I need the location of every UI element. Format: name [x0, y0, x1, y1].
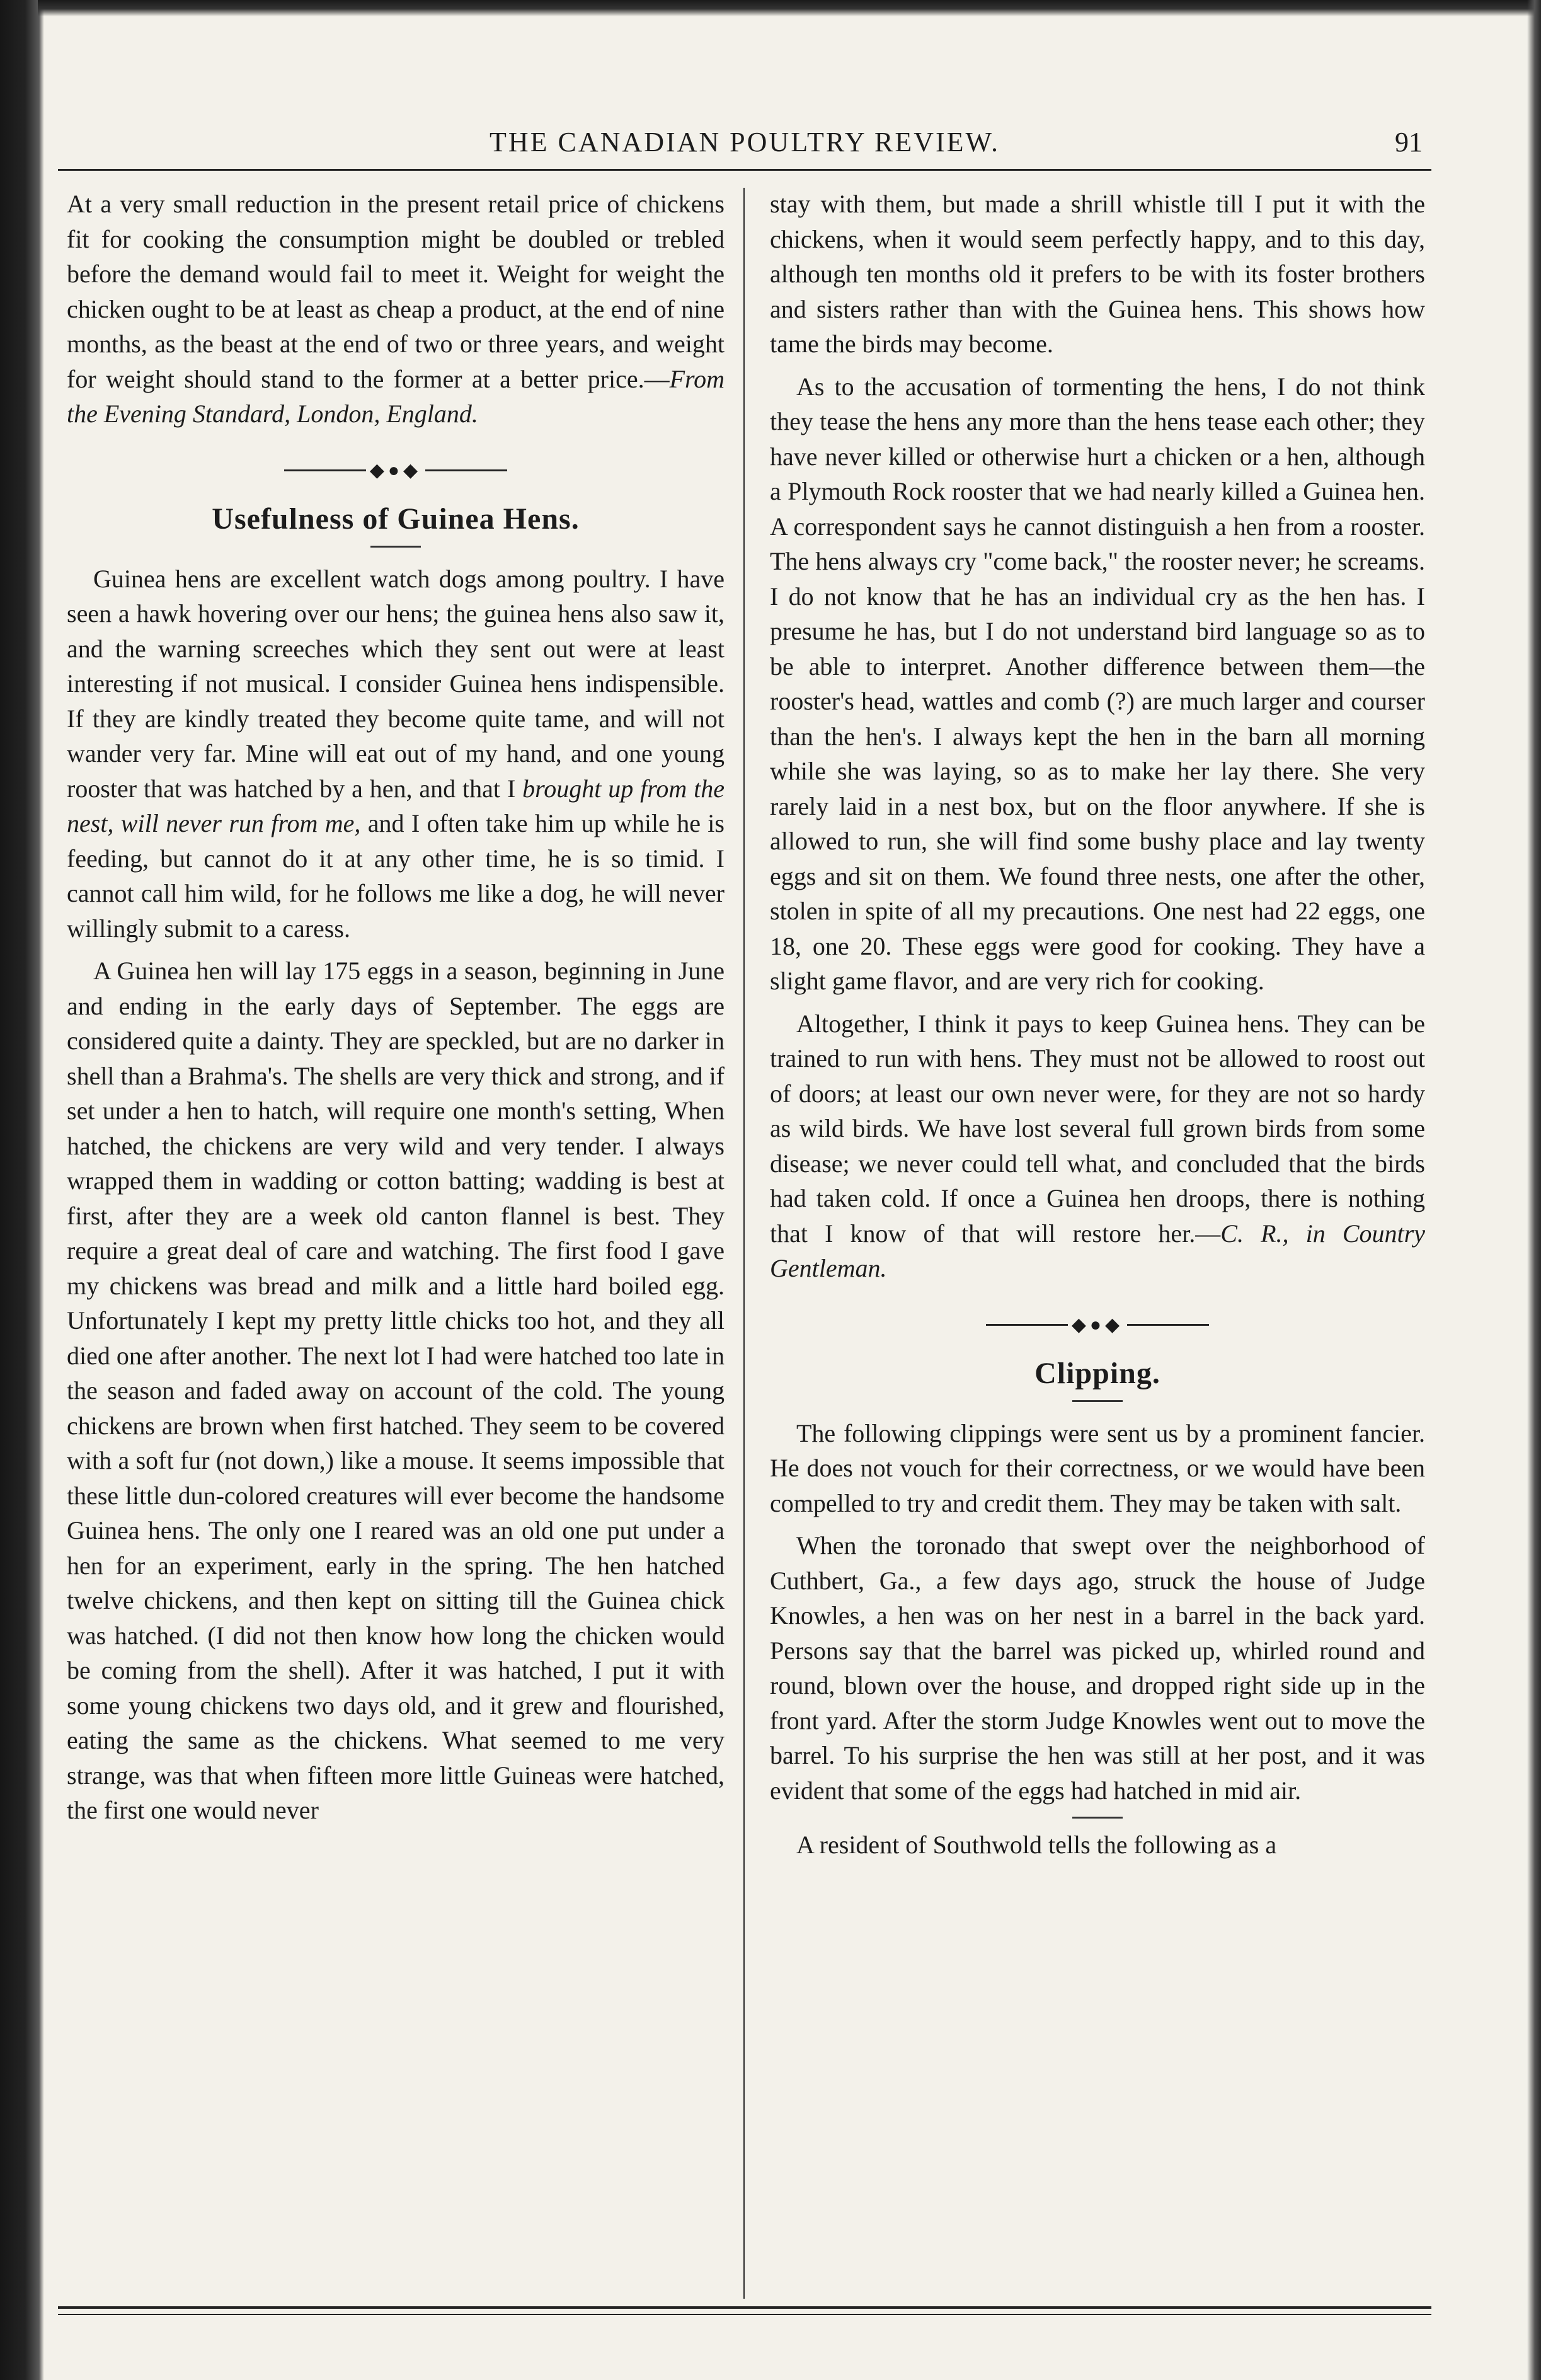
- ornament-bar-right: [1127, 1324, 1209, 1326]
- title-underline: [1072, 1400, 1123, 1402]
- ornament-diamond-icon: ◆●◆: [369, 459, 422, 481]
- article-title: Usefulness of Guinea Hens.: [212, 502, 580, 536]
- continued-paragraph: stay with them, but made a shrill whistle till I put it with the chickens, when it would seem perfectly happy, and to this day, although ten months old it prefers to be with its foster brothers and sisters rather than with the Guinea hens. This shows how tame the birds may become.: [770, 190, 1425, 358]
- ornament-bar-left: [986, 1324, 1068, 1326]
- intro-source: From the Evening Standard, London, England.: [67, 364, 725, 428]
- ornament-diamond-icon: ◆●◆: [1071, 1314, 1124, 1335]
- paragraph-text: Altogether, I think it pays to keep Guinea hens. They can be trained to run with hens. They must not be allowed to roost out of doors; at least our own never were, for they are not so hardy as wild birds. We have lost several full grown birds from some disease; we never could tell what, and concluded that the birds had taken cold. If once a Guinea hen droops, there is nothing that I know of that will restore her.—: [770, 1009, 1425, 1248]
- item-separator: [1072, 1817, 1123, 1819]
- article-paragraph: [67, 561, 725, 946]
- binding-shadow: [0, 0, 44, 2380]
- bottom-rule: [58, 2306, 1431, 2309]
- article-paragraph: As to the accusation of tormenting the hens, I do not think they tease the hens any more than the hens tease each other; they have never killed or otherwise hurt a chicken or a hen, although a Plymouth Rock rooster that we had nearly killed a Guinea hen. A correspondent says he cannot distinguish a hen from a rooster. The hens always cry "come back," the rooster never; he screams. I do not know that he has an individual cry as the hen has. I presume he has, but I do not understand bird language so as to be able to interpret. Another difference between them—the rooster's head, wattles and comb (?) are much larger and courser than the hen's. I always kept the hen in the barn all morning while she was laying, so as to make her lay there. She very rarely laid in a nest box, but on the floor anywhere. If she is allowed to run, she will find some bushy place and lay twenty eggs and sit on them. We found three nests, one after the other, stolen in spite of all my precautions. One nest had 22 eggs, one 18, one 20. These eggs were good for cooking. They have a slight game flavor, and are very rich for cooking.: [770, 372, 1425, 995]
- intro-paragraph: [67, 187, 725, 432]
- page-number: 91: [1395, 127, 1423, 158]
- right-column: [770, 187, 1425, 2299]
- article-source: C. R., in Country Gentleman.: [770, 1219, 1425, 1282]
- intro-text: At a very small reduction in the present retail price of chickens fit for cooking the consumption might be doubled or trebled before the demand would fail to meet it. Weight for weight the chicken ought to be at least as cheap a product, at the end of nine months, as the beast at the end of two or three years, and weight for weight should stand to the former at a better price.—: [67, 190, 725, 393]
- paragraph-text: and I often take him up while he is feeding, but cannot do it at any other time, he is so timid. I cannot call him wild, for he follows me like a dog, he will never willingly submit to a caress.: [67, 809, 725, 943]
- article-paragraph: A resident of Southwold tells the following as a: [796, 1831, 1277, 1860]
- top-scan-edge: [38, 0, 1541, 16]
- ornament-bar-left: [284, 469, 366, 471]
- left-column: [67, 187, 725, 2299]
- article-paragraph: A Guinea hen will lay 175 eggs in a season, beginning in June and ending in the early days of September. The eggs are considered quite a dainty. They are speckled, but are no darker in shell than a Brahma's. The shells are very thick and strong, and if set under a hen to hatch, will require one month's setting, When hatched, the chickens are very wild and very tender. I always wrapped them in wadding or cotton batting; wadding is best at first, after they are a week old canton flannel is best. They require a great deal of care and watching. The first food I gave my chickens was bread and milk and a little hard boiled egg. Unfortunately I kept my pretty little chicks too hot, and they all died one after another. The next lot I had were hatched too late in the season and faded away on account of the cold. The young chickens are brown when first hatched. They seem to be covered with a soft fur (not down,) like a mouse. It seems impossible that these little dun-colored creatures will ever become the handsome Guinea hens. The only one I reared was an old one put under a hen for an experiment, early in the spring. The hen hatched twelve chickens, and then kept on sitting till the Guinea chick was hatched. (I did not then know how long the chicken would be coming from the shell). After it was hatched, I put it with some young chickens two days old, and it grew and flourished, eating the same as the chickens. What seemed to me very strange, was that when fifteen more little Guineas were hatched, the first one would never: [67, 957, 725, 1825]
- paragraph-text: Guinea hens are excellent watch dogs among poultry. I have seen a hawk hovering over our hens; the guinea hens also saw it, and the warning screeches which they sent out were at least interesting if not musical. I consider Guinea hens indispensible. If they are kindly treated they become quite tame, and will not wander very far. Mine will eat out of my hand, and one young rooster that was hatched by a hen, and that I: [67, 564, 725, 803]
- ornament-bar-right: [425, 469, 507, 471]
- title-underline: [370, 546, 421, 548]
- article-paragraph: [770, 1006, 1425, 1286]
- article-paragraph: The following clippings were sent us by a prominent fancier. He does not vouch for their correctness, or we would have been compelled to try and credit them. They may be taken with salt.: [770, 1418, 1425, 1517]
- right-scan-edge: [1527, 0, 1541, 2380]
- column-divider: [743, 188, 745, 2299]
- bottom-rule-thin: [58, 2314, 1431, 2315]
- running-head: THE CANADIAN POULTRY REVIEW.: [490, 127, 1000, 158]
- section-ornament: [770, 1305, 1425, 1343]
- article-paragraph: When the toronado that swept over the neighborhood of Cuthbert, Ga., a few days ago, struck the house of Judge Knowles, a hen was on her nest in a barrel in the back yard. Persons say that the barrel was picked up, whirled round and round, blown over the house, and dropped right side up in the front yard. After the storm Judge Knowles went out to move the barrel. To his surprise the hen was still at her post, and it was evident that some of the eggs had hatched in mid air.: [770, 1531, 1425, 1805]
- paragraph-italic-text: brought up from the nest, will never run from me,: [67, 774, 725, 838]
- section-ornament: [67, 451, 725, 488]
- newspaper-page: [58, 93, 1431, 2337]
- clipping-title: Clipping.: [1034, 1357, 1160, 1391]
- header: [58, 93, 1431, 171]
